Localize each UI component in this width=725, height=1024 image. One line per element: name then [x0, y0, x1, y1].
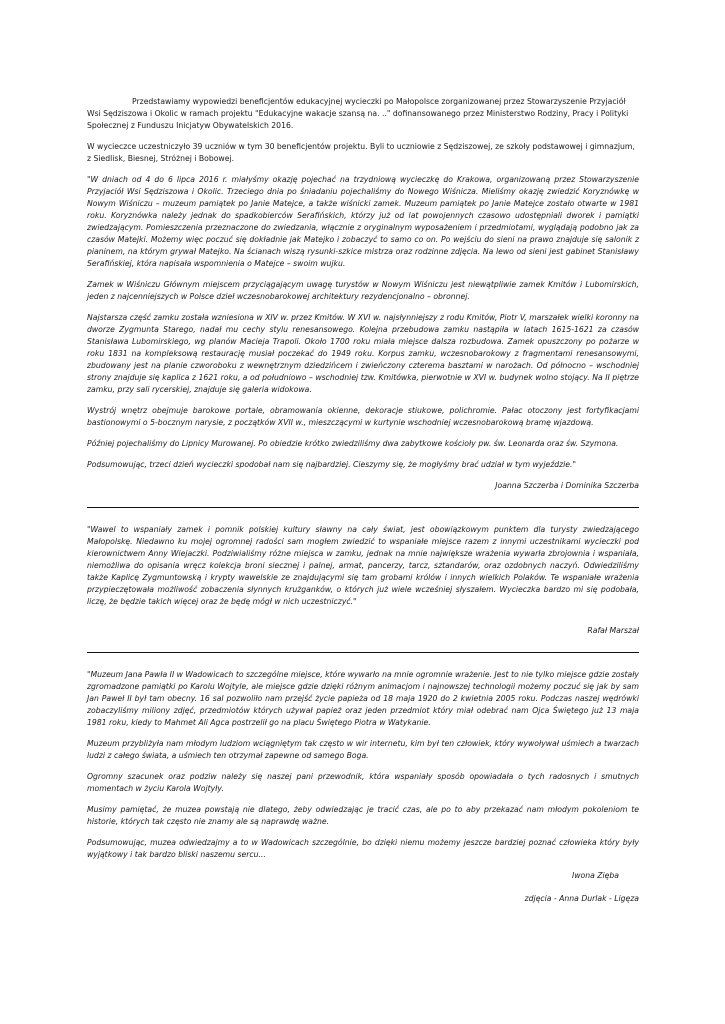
report1-paragraph: "W dniach od 4 do 6 lipca 2016 r. miałyśmy okazję pojechać na trzydniową wycieczkę do Krakowa, organizowaną przez Stowarzyszenie Przyjaciół Wsi Sędziszowa i Okolic. Trzeciego dnia po śniadaniu pojechaliśmy do Nowego Wiśnicza. Mieliśmy okazję zwiedzić Koryznówkę w Nowym Wiśniczu – muzeum pamiątek po Janie Matejce, a także wiśnicki zamek. Muzeum pamiątek po Janie Matejce zostało otwarte w 1981 roku. Koryznówka należy jednak do spadkobierców Serafińskich, którzy już od lat powojennych czasowo udostępniali dworek i pamiątki zwiedzającym. Pomieszczenia przeznaczone do zwiedzania, włącznie z oryginalnym wyposażeniem i przedmiotami, wyglądają podobno jak za czasów Matejki. Możemy więc poczuć się dokładnie jak Matejko i zobaczyć to samo co on. Po wejściu do sieni na prawo znajduje się salonik z pianinem, na którym grywał Matejko. Na ścianach wiszą rysunki-szkice mistrza oraz rodzinne zdjęcia. Na lewo od sieni jest gabinet Stanisławy Serafińskiej, która napisała wspomnienia o Matejce – swoim wujku.: [87, 175, 639, 268]
section-divider: [87, 652, 639, 653]
intro-paragraph: Przedstawiamy wypowiedzi beneficjentów edukacyjnej wycieczki po Małopolsce zorganizowanej przez Stowarzyszenie Przyjaciół Wsi Sędziszowa i Okolic w ramach projektu "Edukacyjne wakacje szansą na. .." dofinansowanego przez Ministerstwo Rodziny, Pracy i Polityki Społecznej z Funduszu Inicjatyw Obywatelskich 2016.: [87, 97, 629, 130]
report3-signature: Iwona Zięba: [571, 871, 619, 880]
section-divider: [87, 507, 639, 508]
report3-paragraph: Musimy pamiętać, że muzea powstają nie dlatego, żeby odwiedzając je tracić czas, ale po to aby przekazać nam młodym pokoleniom te historie, których tak często nie znamy ale są naprawdę ważne.: [87, 805, 639, 826]
report1-paragraph: Najstarsza część zamku została wzniesiona w XIV w. przez Kmitów. W XVI w. najsłynniejszy z rodu Kmitów, Piotr V, marszałek wielki koronny na dworze Zygmunta Starego, nadał mu cechy stylu renesansowego. Kolejna przebudowa zamku nastąpiła w latach 1615-1621 za czasów Stanisława Lubomirskiego, wg planów Macieja Trapoli. Około 1700 roku miała miejsce dalsza rozbudowa. Zamek opuszczony po pożarze w roku 1831 na kompleksową restaurację musiał poczekać do 1949 roku. Korpus zamku, wczesnobarokowy z fragmentami renesansowymi, zbudowany jest na planie czworoboku z wewnętrznym dziedzińcem i zwieńczony czterema basztami w narożach. Od północno – wschodniej strony znajduje się kaplica z 1621 roku, a od południowo – wschodniej tzw. Kmitówka, pierwotnie w XVI w. budynek wolno stojący. Na II piętrze zamku, przy sali rycerskiej, znajduje się galeria widokowa.: [87, 313, 639, 394]
report-wawel: [87, 524, 639, 637]
report3-paragraph: "Muzeum Jana Pawła II w Wadowicach to szczególne miejsce, które wywarło na mnie ogromnie wrażenie. Jest to nie tylko miejsce gdzie zostały zgromadzone pamiątki po Karolu Wojtyle, ale miejsce gdzie dzięki różnym animacjom i najnowszej technologii możemy poczuć się jak by sam Jan Paweł II był tam obecny. 16 sal pozwoliło nam przejść życie papieża od 18 maja 1920 do 2 kwietnia 2005 roku. Podczas naszej wędrówki zobaczyliśmy miliony zdjęć, przedmiotów których używał papież oraz jeden przedmiot który miał odebrać nam Ojca Świętego już 13 maja 1981 roku, kiedy to Mahmet Ali Agca postrzelił go na placu Świętego Piotra w Watykanie.: [87, 670, 639, 727]
report1-paragraph: Zamek w Wiśniczu Głównym miejscem przyciągającym uwagę turystów w Nowym Wiśniczu jest niewątpliwie zamek Kmitów i Lubomirskich, jeden z najcenniejszych w Polsce dzieł wczesnobarokowej architektury rezydencjonalno – obronnej.: [87, 280, 639, 301]
report3-paragraph: Ogromny szacunek oraz podziw należy się naszej pani przewodnik, która wspaniały sposób opowiadała o tych radosnych i smutnych momentach w życiu Karola Wojtyły.: [87, 772, 639, 793]
report-wadowice: [87, 669, 639, 905]
intro-participants-paragraph: W wycieczce uczestniczyło 39 uczniów w tym 30 beneficjentów projektu. Byli to uczniowie z Sędziszowej, ze szkoły podstawowej i gimnazjum, z Siedlisk, Biesnej, Stróżnej i Bobowej.: [87, 142, 635, 163]
report1-paragraph: Podsumowując, trzeci dzień wycieczki spodobał nam się najbardziej. Cieszymy się, że mogłyśmy brać udział w tym wyjeździe.": [87, 460, 577, 469]
report1-paragraph: Wystrój wnętrz obejmuje barokowe portale, obramowania okienne, dekoracje stiukowe, polichromie. Pałac otoczony jest fortyfikacjami bastionowymi o 5-bocznym narysie, z początków XVII w., mieszczącymi w kurtynie wschodniej wczesnobarokową bramę wjazdową.: [87, 406, 639, 427]
report1-paragraph: Później pojechaliśmy do Lipnicy Murowanej. Po obiedzie krótko zwiedziliśmy dwa zabytkowe kościoły pw. św. Leonarda oraz św. Szymona.: [87, 439, 619, 448]
photo-credit: zdjęcia - Anna Durlak - Ligęza: [524, 894, 639, 903]
document-body: [87, 96, 639, 905]
report-koryznowka: [87, 174, 639, 492]
report3-paragraph: Muzeum przybliżyła nam młodym ludziom wciągniętym tak często w wir internetu, kim był ten człowiek, który wywoływał uśmiech a twarzach ludzi z całego świata, a uśmiech ten otrzymał zapewne od samego Boga.: [87, 739, 639, 760]
report2-signature: Rafał Marszał: [587, 626, 639, 635]
report1-signature: Joanna Szczerba i Dominika Szczerba: [495, 481, 639, 490]
report3-paragraph: Podsumowując, muzea odwiedzajmy a to w Wadowicach szczególnie, bo dzięki niemu możemy jeszcze bardziej poznać człowieka który były wyjątkowy i tak bardzo bliski naszemu sercu...: [87, 838, 639, 859]
report2-paragraph: "Wawel to wspaniały zamek i pomnik polskiej kultury sławny na cały świat, jest obowiązkowym punktem dla turysty zwiedzającego Małopolskę. Niedawno ku mojej ogromnej radości sam mogłem zwiedzić to wspaniałe miejsce razem z innymi uczestnikami wycieczki pod kierownictwem Anny Wiejaczki. Podziwialiśmy różne miejsca w zamku, jednak na mnie największe wrażenia wywarła zbrojownia i wspaniała, niemożliwa do opisania wręcz kolekcja broni siecznej i palnej, armat, pancerzy, tarcz, sztandarów, oraz ozdobnych naczyń. Odwiedziliśmy także Kaplicę Zygmuntowską i krypty wawelskie ze znajdującymi się tam grobami królów i innych wielkich Polaków. Te wspaniałe wrażenia przypieczętowała możliwość zobaczenia słynnych krużganków, o których już wiele wcześniej słyszałem. Wycieczka bardzo mi się podobała, liczę, że będzie takich więcej oraz że będę mógł w nich uczestniczyć.": [87, 525, 639, 606]
